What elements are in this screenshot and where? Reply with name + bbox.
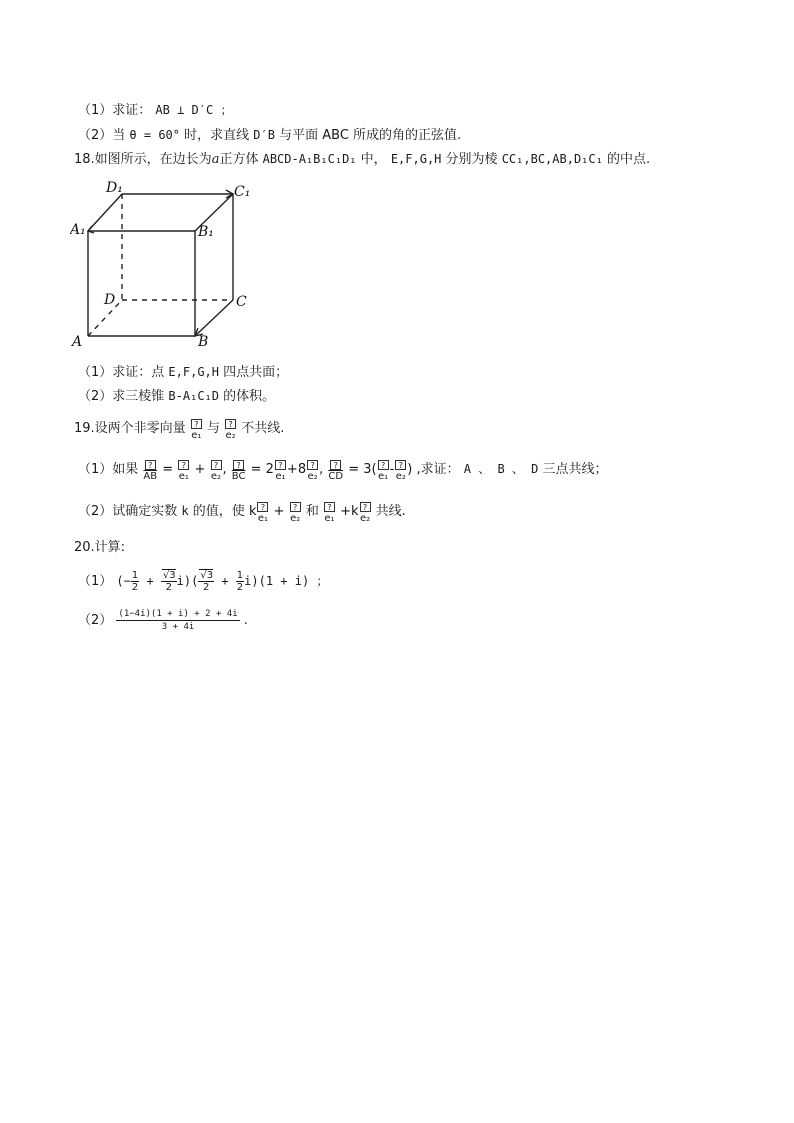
q19-part2	[78, 500, 406, 525]
equals: =	[250, 462, 262, 477]
q20-part2-prefix: （2）	[78, 613, 113, 628]
q20-part2	[78, 608, 248, 634]
q17-part2	[78, 126, 461, 145]
vector-e1: ? e₁	[191, 420, 202, 441]
label-B: B	[198, 334, 209, 350]
equals: =	[348, 462, 360, 477]
q20-part1	[78, 568, 328, 595]
edge-BC	[195, 300, 233, 336]
broken-glyph-icon: ?	[191, 419, 202, 429]
vector-e2: ? e₂	[210, 461, 222, 482]
comma: ,	[222, 462, 227, 477]
q20-stem: 20.计算:	[74, 540, 126, 555]
q18-stem-d: 分别为棱	[445, 152, 498, 167]
q19-part1-tail: ,求证：	[416, 462, 460, 477]
broken-glyph-icon: ?	[211, 460, 222, 470]
broken-glyph-icon: ?	[307, 460, 318, 470]
q18-part2-rest: 的体积。	[223, 389, 276, 404]
expr-text: (−	[116, 574, 131, 588]
vector-e1: ? e₁	[324, 503, 335, 524]
q19-part2-rest: 共线.	[375, 504, 406, 519]
q19-part2-mid: 的值，使	[192, 504, 245, 519]
arrow-A1	[88, 226, 94, 233]
plus: +	[194, 462, 206, 477]
q19-stem	[74, 418, 284, 442]
vector-CD: ? $\overline{CD}$	[328, 461, 344, 482]
q17-part2-prefix: （2）当	[78, 128, 126, 143]
coef-2: 2	[265, 462, 274, 477]
q19-part1-rest: 三点共线；	[542, 462, 608, 477]
label-D1: D₁	[106, 180, 123, 196]
equals: =	[162, 462, 174, 477]
q17-part1-math: AB ⊥ D′C ；	[155, 103, 233, 117]
broken-glyph-icon: ?	[324, 502, 335, 512]
q18-part1	[78, 363, 288, 382]
broken-glyph-icon: ?	[378, 460, 389, 470]
q19-stem-c: 不共线.	[241, 421, 285, 436]
vector-e2: ? e₂	[290, 503, 301, 524]
label-D: D	[104, 292, 116, 308]
q19-part1	[78, 458, 608, 483]
vector-e2: ? e₂	[225, 420, 236, 441]
q18-stem	[74, 150, 650, 169]
label-C: C	[236, 294, 247, 310]
and-word: 和	[305, 504, 319, 519]
plus-8: +8	[286, 462, 307, 477]
plus: +	[273, 504, 285, 519]
broken-glyph-icon: ?	[360, 502, 371, 512]
q18-part1-rest: 四点共面；	[223, 365, 289, 380]
vector-AB: ? $\overline{AB}$	[143, 461, 158, 482]
expr-text: +	[139, 574, 161, 588]
expr-text: i)(	[176, 574, 199, 588]
expr-text: i)(1 + i) ；	[244, 574, 329, 588]
q18-part1-pts: E,F,G,H	[168, 365, 219, 379]
q17-part2-mid: 时，求直线	[184, 128, 250, 143]
fraction: $\frac{1}{2}$	[131, 570, 139, 593]
broken-glyph-icon: ?	[225, 419, 236, 429]
label-A1: A₁	[70, 222, 86, 238]
q17-part1-prefix: （1）求证：	[78, 103, 152, 118]
q17-part1	[78, 101, 232, 120]
fraction: $\frac{√3}{2}$	[162, 570, 176, 593]
close-paren: )	[407, 462, 413, 477]
q18-stem-edges: CC₁,BC,AB,D₁C₁	[501, 152, 603, 166]
expr-text: +	[214, 574, 236, 588]
cube-figure	[70, 176, 255, 351]
vector-e1: ? e₁	[178, 461, 189, 482]
label-A: A	[72, 334, 83, 350]
q17-part2-rest: 与平面 ABC 所成的角的正弦值.	[279, 128, 462, 143]
q18-stem-a: 18.如图所示，在边长为	[74, 152, 212, 167]
q18-part2-pyr: B-A₁C₁D	[168, 389, 219, 403]
q19-part1-pts: A 、 B 、 D	[463, 462, 539, 476]
vector-e1: ? e₁	[275, 461, 286, 482]
label-C1: C₁	[234, 184, 251, 200]
q17-part2-theta: θ = 60°	[129, 128, 180, 142]
comma: ,	[319, 462, 324, 477]
q19-stem-b: 与	[206, 421, 220, 436]
label-B1: B₁	[198, 224, 214, 240]
vector-e1: ? e₁	[378, 461, 389, 482]
vector-BC: ? $\overline{BC}$	[231, 461, 246, 482]
q18-stem-e: 的中点.	[607, 152, 651, 167]
plus-k: +k	[340, 504, 359, 519]
q18-stem-pts: E,F,G,H	[390, 152, 442, 166]
q19-part2-prefix: （2）试确定实数	[78, 504, 178, 519]
fraction: $\frac{√3}{2}$	[200, 570, 214, 593]
broken-glyph-icon: ?	[275, 460, 286, 470]
broken-glyph-icon: ?	[257, 502, 268, 512]
q18-part2-prefix: （2）求三棱锥	[78, 389, 165, 404]
edge-A1D1	[88, 194, 122, 231]
q18-stem-var: a	[211, 152, 220, 167]
q18-stem-c: 中，	[360, 152, 387, 167]
broken-glyph-icon: ?	[178, 460, 189, 470]
q20-part1-prefix: （1）	[78, 574, 113, 589]
complex-fraction: $\frac{(1-4i)(1 + i) + 2 + 4i}{3 + 4i}$	[118, 609, 238, 632]
q18-stem-cube: ABCD-A₁B₁C₁D₁	[262, 152, 357, 166]
fraction: $\frac{1}{2}$	[236, 570, 244, 593]
q17-part2-line: D′B	[253, 128, 275, 142]
broken-glyph-icon: ?	[330, 460, 341, 470]
q18-part1-prefix: （1）求证：点	[78, 365, 165, 380]
q19-part1-prefix: （1）如果	[78, 462, 139, 477]
broken-glyph-icon: ?	[145, 460, 156, 470]
vector-e1: ? e₁	[257, 503, 269, 524]
minus: -	[389, 462, 395, 477]
vector-e2: ? e₂	[395, 461, 406, 482]
q19-k: k	[181, 504, 189, 518]
q18-stem-b: 正方体	[219, 152, 259, 167]
q19-stem-a: 19.设两个非零向量	[74, 421, 186, 436]
coef-k: k	[248, 504, 257, 519]
period: .	[243, 613, 248, 628]
broken-glyph-icon: ?	[233, 460, 244, 470]
broken-glyph-icon: ?	[395, 460, 406, 470]
vector-e2: ? e₂	[307, 461, 318, 482]
broken-glyph-icon: ?	[290, 502, 301, 512]
q18-part2	[78, 387, 275, 406]
vector-e2: ? e₂	[359, 503, 371, 524]
coef-3: 3(	[363, 462, 377, 477]
